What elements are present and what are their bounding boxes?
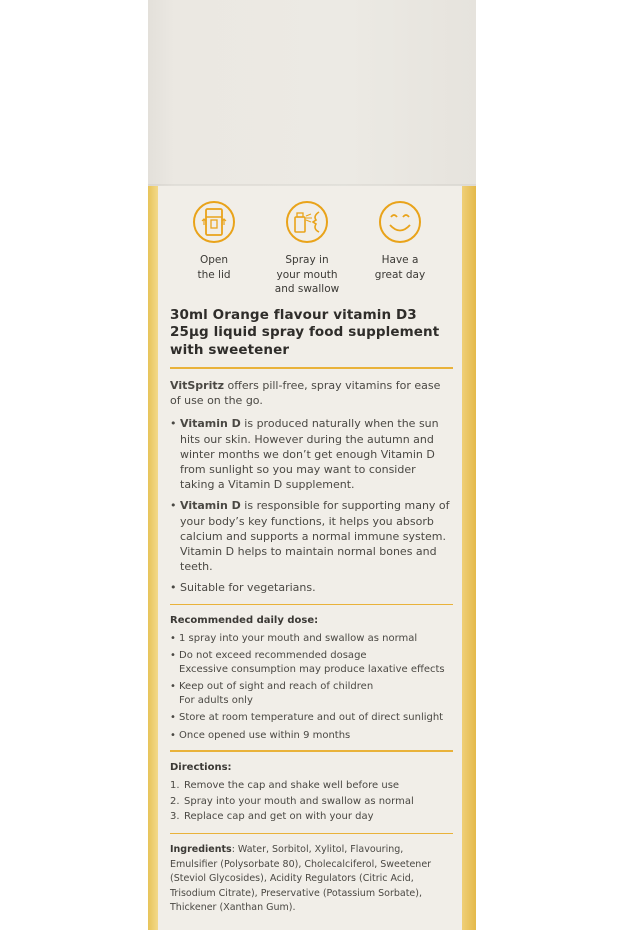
step-caption-1: Spray in bbox=[285, 254, 329, 266]
smiley-face-icon bbox=[378, 200, 422, 244]
bullet-text: is responsible for supporting many of your body’s key functions, it helps you absorb calcium and supports a normal immune system. Vitamin D helps to maintain normal bones and teeth. bbox=[180, 499, 450, 574]
box-side-left bbox=[148, 186, 158, 930]
directions-heading: Directions: bbox=[170, 761, 232, 773]
dose-line: • 1 spray into your mouth and swallow as normal bbox=[179, 632, 418, 644]
step-number: 3. bbox=[170, 811, 180, 823]
list-item bbox=[170, 794, 453, 810]
box-side-right bbox=[462, 186, 476, 930]
step-text: Remove the cap and shake well before use bbox=[184, 780, 400, 792]
intro-text bbox=[170, 378, 453, 408]
step-great-day bbox=[364, 200, 436, 297]
dose-line: • Store at room temperature and out of direct sunlight bbox=[179, 712, 444, 724]
list-item bbox=[170, 711, 453, 725]
step-text: Replace cap and get on with your day bbox=[184, 811, 374, 823]
dose-line: • Do not exceed recommended dosage bbox=[179, 650, 367, 662]
list-item bbox=[170, 778, 453, 794]
spray-mouth-icon bbox=[285, 200, 329, 244]
usage-steps bbox=[178, 200, 436, 297]
dose-line: For adults only bbox=[179, 694, 253, 706]
dose-heading: Recommended daily dose: bbox=[170, 615, 319, 627]
bullet-text: is produced naturally when the sun hits our skin. However during the autumn and winter months we don’t get enough Vitamin D from sunlight so you may want to consider taking a Vitamin D supplement. bbox=[180, 417, 439, 492]
list-item bbox=[170, 632, 453, 646]
step-number: 1. bbox=[170, 780, 180, 792]
product-title-line: with sweetener bbox=[170, 341, 290, 358]
brand-name: VitSpritz bbox=[170, 379, 225, 392]
list-item bbox=[170, 416, 453, 492]
ingredients-body: : Water, Sorbitol, Xylitol, Flavouring, Emulsifier (Polysorbate 80), Cholecalciferol, Sweetener (Steviol Glycosides), Acidity Regulators (Citric Acid, Trisodium Citrate), Preservative (Potassium Sorbate), Thickener (Xanthan Gum). bbox=[170, 844, 432, 914]
product-title-line: 25µg liquid spray food supplement bbox=[170, 324, 440, 340]
dose-list bbox=[170, 632, 453, 743]
product-title bbox=[170, 307, 453, 360]
divider bbox=[170, 750, 453, 752]
divider bbox=[170, 833, 453, 835]
step-caption-2: great day bbox=[374, 268, 426, 281]
bullet-text: Suitable for vegetarians. bbox=[180, 581, 316, 595]
ingredients-text bbox=[170, 843, 453, 916]
directions-list bbox=[170, 778, 453, 825]
ingredients-label: Ingredients bbox=[170, 844, 232, 856]
list-item bbox=[170, 680, 453, 707]
product-title-line: 30ml Orange flavour vitamin D3 bbox=[170, 306, 417, 323]
list-item bbox=[170, 809, 453, 825]
box-top-flap bbox=[148, 0, 476, 190]
list-item bbox=[170, 498, 453, 574]
step-spray bbox=[271, 200, 343, 297]
bullet-bold: Vitamin D bbox=[180, 417, 241, 431]
label-panel bbox=[170, 200, 453, 916]
list-item bbox=[170, 580, 453, 595]
list-item bbox=[170, 729, 453, 743]
divider bbox=[170, 367, 453, 369]
step-caption-3: and swallow bbox=[274, 283, 340, 295]
step-caption-2: your mouth bbox=[276, 268, 338, 281]
intro-body: offers pill-free, spray vitamins for ease of use on the go. bbox=[170, 379, 441, 408]
bullet-bold: Vitamin D bbox=[180, 499, 241, 513]
divider bbox=[170, 604, 453, 606]
list-item bbox=[170, 649, 453, 676]
open-lid-icon bbox=[192, 200, 236, 244]
step-caption-2: the lid bbox=[197, 268, 231, 281]
step-text: Spray into your mouth and swallow as normal bbox=[184, 795, 414, 807]
dose-line: • Once opened use within 9 months bbox=[179, 729, 351, 741]
step-number: 2. bbox=[170, 795, 180, 807]
step-caption-1: Open bbox=[199, 254, 229, 266]
dose-line: Excessive consumption may produce laxative effects bbox=[179, 663, 445, 675]
step-open-lid bbox=[178, 200, 250, 297]
benefits-list bbox=[170, 416, 453, 595]
dose-line: • Keep out of sight and reach of children bbox=[179, 681, 374, 693]
step-caption-1: Have a bbox=[381, 254, 419, 266]
